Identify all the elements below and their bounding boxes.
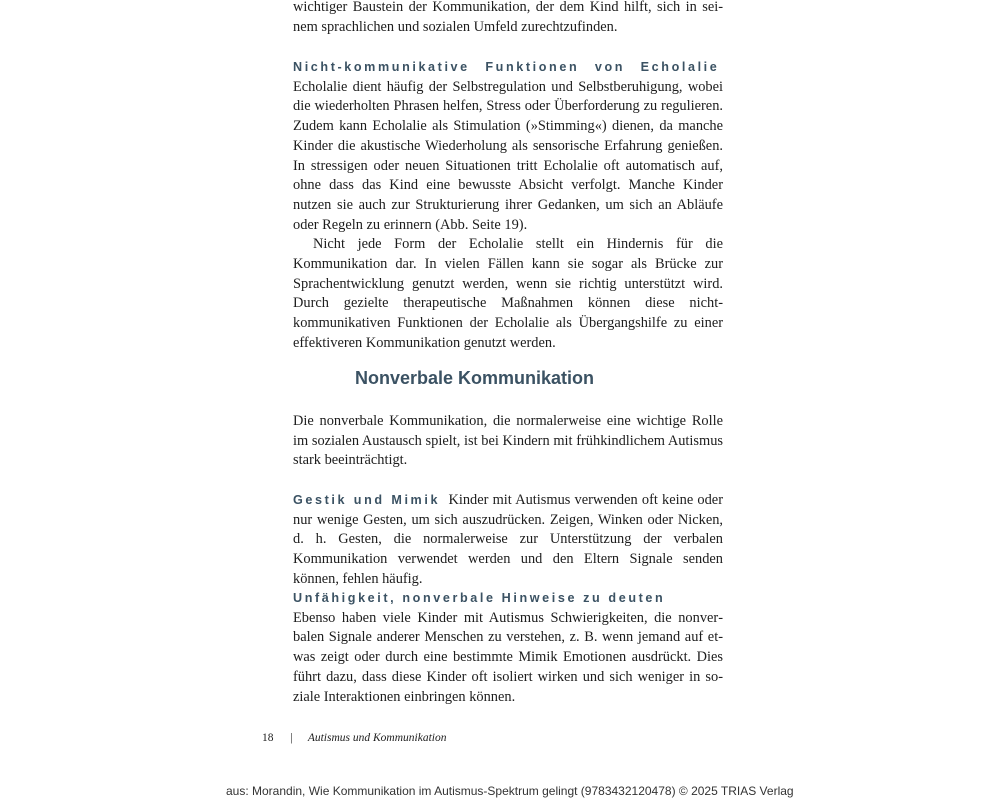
- running-title: Autismus und Kommunikation: [307, 732, 447, 744]
- page-footer: [262, 732, 446, 744]
- source-attribution: aus: Morandin, Wie Kommunikation im Autismus-Spektrum gelingt (9783432120478) © 2025 TRIAS Verlag: [226, 784, 794, 798]
- hinweise-runin-line: [293, 589, 723, 609]
- echolalie-text: Echolalie dient häufig der Selbstregulation und Selbstberuhigung, wobei die wiederholten Phrasen helfen, Stress oder Überforderung zu regulieren. Zudem kann Echolalie als Stimulation (»Stimming«) dienen, da manche Kinder die akustische Wiederholung als sensorische Erfahrung genießen. In stressigen oder neuen Situationen tritt Echolalie oft automatisch auf, ohne dass das Kind eine bewusste Absicht verfolgt. Manche Kinder nutzen sie auch zur Strukturierung ihrer Gedanken, um sich an Abläufe oder Regeln zu erinnern (Abb. Seite 19).: [293, 78, 723, 233]
- gestik-text: Kinder mit Autismus verwenden oft keine oder nur wenige Gesten, um sich auszudrücken. Zeigen, Winken oder Nicken, d. h. Gesten, die normalerweise zur Unterstützung der verbalen Kommunikation verwendet werden und den Eltern Signale senden können, fehlen häufig.: [293, 492, 723, 587]
- section-nonverbal-intro: [293, 412, 723, 471]
- section-echolalie: [293, 58, 723, 354]
- section-gestik: [293, 491, 723, 590]
- section-heading-nonverbal: Nonverbale Kommunikation: [355, 368, 595, 388]
- echolalie-paragraph-2: Nicht jede Form der Echolalie stellt ein Hindernis für die Kommunikation dar. In vielen Fällen kann sie sogar als Brücke zur Sprachentwicklung genutzt werden, wenn sie richtig unterstützt wird. Durch gezielte therapeutische Maßnahmen können diese nicht-kommunikativen Funktionen der Echolalie als Übergangshilfe zu einer effektiveren Kommunikation genutzt werden.: [293, 236, 723, 351]
- gestik-paragraph: [293, 491, 723, 590]
- intro-tail-paragraph: wichtiger Baustein der Kommunikation, der dem Kind hilft, sich in seinem sprachlichen und sozialen Umfeld zurechtzufinden.: [293, 0, 723, 35]
- echolalie-paragraph: [293, 58, 723, 235]
- footer-separator: |: [290, 732, 293, 744]
- runin-heading-hinweise: Unfähigkeit, nonverbale Hinweise zu deuten: [293, 591, 666, 605]
- hinweise-paragraph: Ebenso haben viele Kinder mit Autismus Schwierigkeiten, die nonverbalen Signale anderer Menschen zu verstehen, z. B. wenn jemand auf etwas zeigt oder durch eine bestimmte Mimik Emotionen ausdrückt. Dies führt dazu, dass diese Kinder oft isoliert wirken und sich weniger in soziale Interaktionen einbringen können.: [293, 609, 723, 705]
- runin-heading-echolalie: Nicht-kommunikative Funktionen von Echolalie: [293, 60, 720, 74]
- nonverbal-intro-paragraph: Die nonverbale Kommunikation, die normalerweise eine wichtige Rolle im sozialen Austausch spielt, ist bei Kindern mit frühkindlichem Autismus stark beeinträchtigt.: [293, 413, 723, 469]
- section-hinweise: [293, 589, 723, 707]
- text-column-top: [293, 0, 723, 37]
- runin-heading-gestik: Gestik und Mimik: [293, 493, 441, 507]
- page-number: 18: [262, 732, 274, 744]
